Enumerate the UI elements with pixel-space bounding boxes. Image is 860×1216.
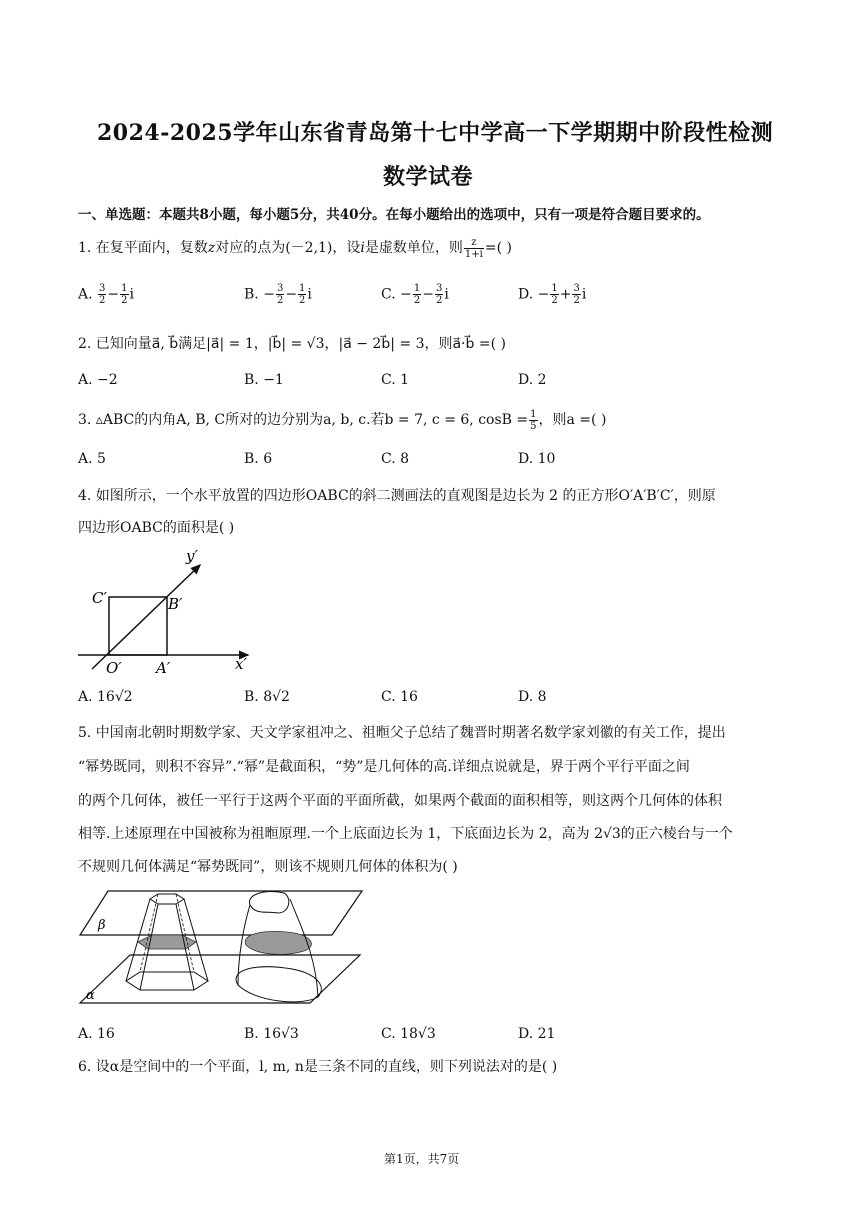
q5-option-c[interactable]: C. 18√3 <box>381 1026 436 1042</box>
q3-option-b[interactable]: B. 6 <box>244 451 273 467</box>
q4-label-y: y′ <box>186 547 198 565</box>
section-header: 一、单选题：本题共8小题，每小题5分，共40分。在每小题给出的选项中，只有一项是符合题目要求的。 <box>78 207 710 223</box>
question-5-line4: 相等.上述原理在中国被称为祖暅原理.一个上底面边长为 1，下底面边长为 2，高为 2√3的正六棱台与一个 <box>78 826 733 842</box>
question-5-line3: 的两个几何体，被任一平行于这两个平面的平面所截，如果两个截面的面积相等，则这两个几何体的体积 <box>78 793 722 809</box>
q2-option-d[interactable]: D. 2 <box>518 372 547 388</box>
paper-title-line1: 2024-2025学年山东省青岛第十七中学高一下学期期中阶段性检测 <box>97 120 774 146</box>
q4-option-d[interactable]: D. 8 <box>518 689 547 705</box>
q5-figure <box>78 885 368 1010</box>
q5-irregular-section <box>245 932 311 955</box>
page-footer: 第1页，共7页 <box>384 1152 460 1166</box>
q4-label-o: O′ <box>106 659 122 675</box>
q5-label-alpha: α <box>86 988 95 1003</box>
question-1-stem <box>78 236 512 260</box>
q4-label-b: B′ <box>168 595 183 613</box>
q1-option-c[interactable]: C. − $\frac{1}{2}$ − $\frac{3}{2}$ i <box>381 283 449 306</box>
q5-frustum-bottom <box>126 972 208 990</box>
q2-option-a[interactable]: A. −2 <box>78 372 118 388</box>
q5-option-b[interactable]: B. 16√3 <box>244 1026 299 1042</box>
q4-label-a: A′ <box>156 659 171 675</box>
q1-i: i <box>360 240 365 256</box>
q1-option-d[interactable]: D. − $\frac{1}{2}$ + $\frac{3}{2}$ i <box>518 283 587 306</box>
q2-option-c[interactable]: C. 1 <box>381 372 410 388</box>
question-5-line2: “幂势既同，则积不容异”.“幂”是截面积，“势”是几何体的高.详细点说就是，界于两个平行平面之间 <box>78 759 690 775</box>
q3-text-b: ，则a =( ) <box>538 412 607 428</box>
q4-option-a[interactable]: A. 16√2 <box>78 689 133 705</box>
q1-option-a[interactable]: A. $\frac{3}{2}$ − $\frac{1}{2}$ i <box>78 283 134 306</box>
question-6-stem: 6. 设α是空间中的一个平面，l, m, n是三条不同的直线，则下列说法对的是( ) <box>78 1059 558 1075</box>
question-4-line1: 4. 如图所示，一个水平放置的四边形OABC的斜二测画法的直观图是边长为 2 的正方形O′A′B′C′，则原 <box>78 488 716 504</box>
q1-text-d: =( ) <box>484 240 512 256</box>
question-5-line1: 5. 中国南北朝时期数学家、天文学家祖冲之、祖暅父子总结了魏晋时期著名数学家刘徽的有关工作，提出 <box>78 725 726 741</box>
question-4-line2: 四边形OABC的面积是( ) <box>78 520 235 536</box>
paper-title-line2: 数学试卷 <box>383 164 474 190</box>
q1-text-a: 1. 在复平面内，复数 <box>78 240 208 256</box>
q4-option-b[interactable]: B. 8√2 <box>244 689 290 705</box>
q4-label-x: x′ <box>235 655 247 673</box>
q1-text-b: 对应的点为(－2,1)，设 <box>215 240 361 256</box>
question-5-line5: 不规则几何体满足“幂势既同”，则该不规则几何体的体积为( ) <box>78 859 458 875</box>
q5-frustum-section <box>138 935 196 949</box>
q3-option-c[interactable]: C. 8 <box>381 451 410 467</box>
q3-option-d[interactable]: D. 10 <box>518 451 556 467</box>
q1-text-c: 是虚数单位，则 <box>364 240 463 256</box>
q1-option-b[interactable]: B. − $\frac{3}{2}$ − $\frac{1}{2}$ i <box>244 283 312 306</box>
question-3-stem <box>78 408 606 432</box>
q4-option-c[interactable]: C. 16 <box>381 689 418 705</box>
q5-plane-beta <box>80 891 362 935</box>
q3-option-a[interactable]: A. 5 <box>78 451 106 467</box>
q5-option-a[interactable]: A. 16 <box>78 1026 115 1042</box>
q3-fraction: $\frac{1}{5}$ <box>530 408 537 432</box>
q1-z: z <box>207 240 216 256</box>
q5-label-beta: β <box>98 918 106 933</box>
q4-label-c: C′ <box>92 589 107 607</box>
question-2-stem: 2. 已知向量a⃗, b⃗满足|a⃗| = 1，|b⃗| = √3，|a⃗ − 2b⃗| = 3，则a⃗·b⃗ =( ) <box>78 336 506 352</box>
q4-figure <box>78 545 278 675</box>
q5-frustum-top <box>150 894 184 904</box>
q5-irregular-bottom <box>236 967 321 1002</box>
q1-fraction: $\frac{z}{1+i}$ <box>464 236 483 260</box>
q4-y-axis <box>92 565 200 669</box>
q5-irregular-top <box>250 892 289 914</box>
q5-option-d[interactable]: D. 21 <box>518 1026 556 1042</box>
q3-text-a: 3. ▵ABC的内角A, B, C所对的边分别为a, b, c.若b = 7, c = 6, cosB = <box>78 412 529 428</box>
q2-option-b[interactable]: B. −1 <box>244 372 284 388</box>
